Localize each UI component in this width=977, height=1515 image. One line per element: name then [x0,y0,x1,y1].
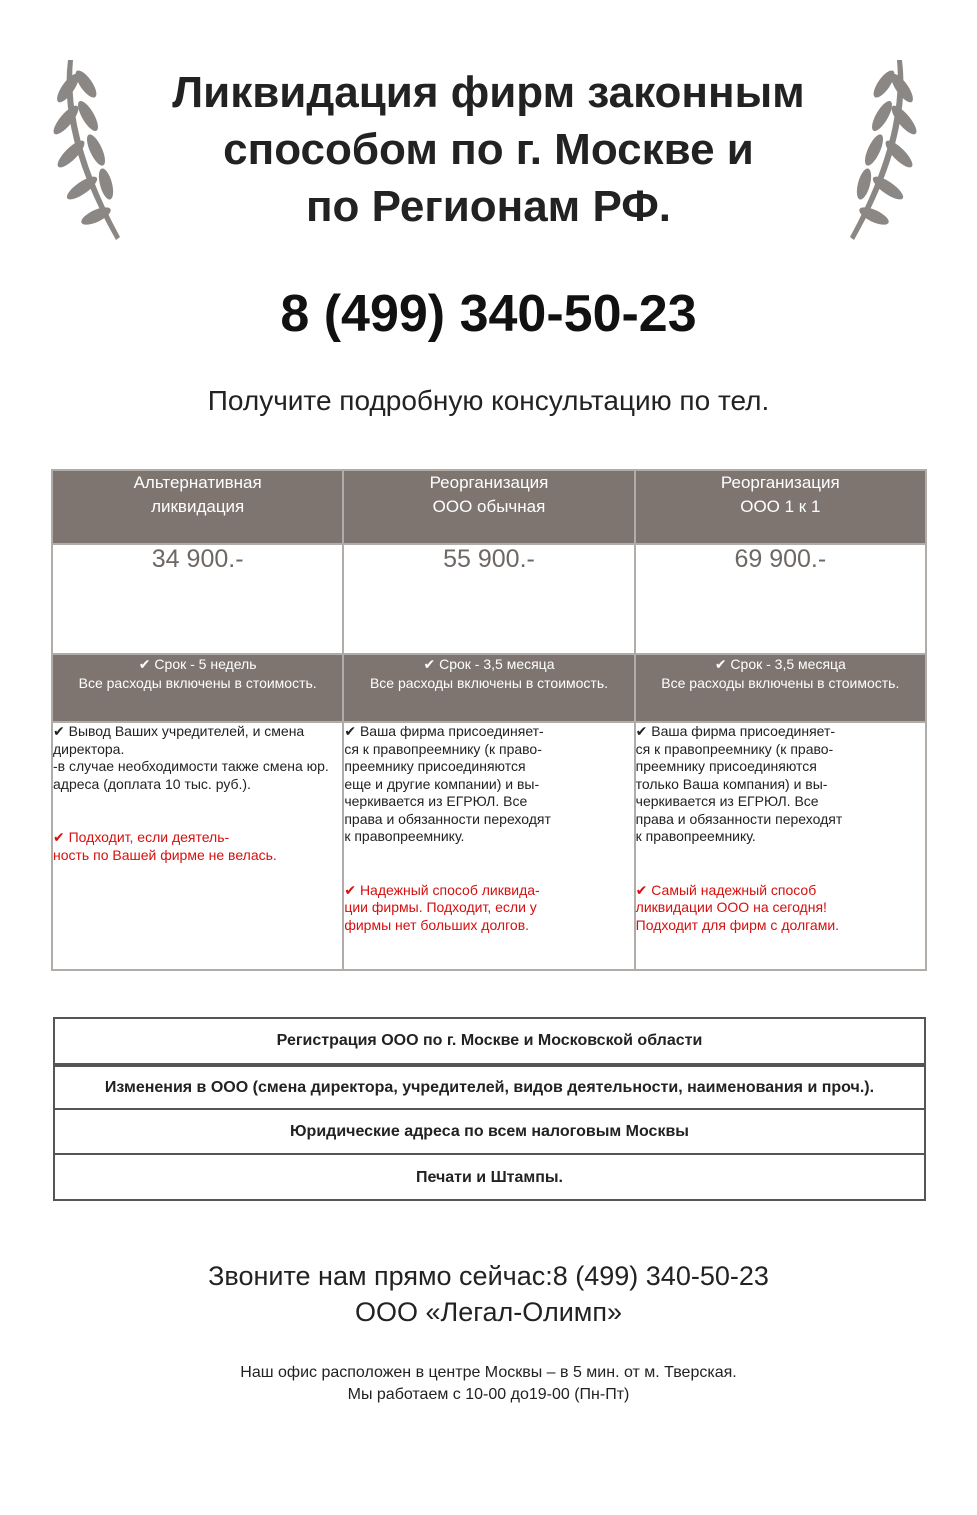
plan-price: 34 900.- [52,544,343,654]
title-line: по Регионам РФ. [305,182,672,232]
plan-description-text: ✔ Ваша фирма присоединяет- ся к правопреемнику (к право- преемнику присоединяются еще и другие компании) и вы- черкивается из ЕГРЮЛ. Все права и обязанности переходят к правопреемнику. [344,723,551,844]
plan-description [52,722,343,970]
plan-term-line: Все расходы включены в стоимость. [78,674,317,691]
plan-term-line: ✔ Срок - 5 недель [138,656,257,672]
company-name: ООО «Легал-Олимп» [354,1297,622,1328]
plans-price-row [52,544,926,654]
office-line: Наш офис расположен в центре Москвы – в 5 мин. от м. Тверская. [240,1364,737,1381]
title-line: способом по г. Москве и [223,125,754,175]
plan-title-line: ООО обычная [432,496,546,516]
plans-desc-row [52,722,926,970]
plan-title-line: Реорганизация [429,473,549,492]
plan-term-line: Все расходы включены в стоимость. [369,674,609,691]
plan-description-text: ✔ Вывод Ваших учредителей, и смена директора. -в случае необходимости также смена юр. адреса (доплата 10 тыс. руб.). [53,723,329,792]
plan-title-line: Реорганизация [720,473,840,492]
call-block [0,1258,977,1331]
plan-description [635,722,926,970]
service-item: Изменения в ООО (смена директора, учредителей, видов деятельности, наименования и проч.). [53,1065,926,1110]
plans-table [51,469,927,971]
plan-term-line: ✔ Срок - 3,5 месяца [423,656,555,672]
plan-description-text: ✔ Ваша фирма присоединяет- ся к правопреемнику (к право- преемнику присоединяются только Ваша компания) и вы- черкивается из ЕГРЮЛ. Все права и обязанности переходят к правопреемнику. [635,723,843,844]
services-list [53,1017,926,1201]
plan-title-line: ООО 1 к 1 [740,496,821,516]
consultation-subtitle: Получите подробную консультацию по тел. [207,385,770,416]
plan-term [343,654,634,722]
plan-note: ✔ Подходит, если деятель- ность по Вашей фирме не велась. [53,829,277,863]
page-title [100,64,877,236]
plan-title [635,470,926,544]
plan-term [52,654,343,722]
plan-title [343,470,634,544]
plan-note: ✔ Самый надежный способ ликвидации ООО на сегодня! Подходит для фирм с долгами. [635,881,840,933]
plan-term-line: ✔ Срок - 3,5 месяца [714,656,846,672]
plans-header-row [52,470,926,544]
plan-term [635,654,926,722]
call-line: Звоните нам прямо сейчас:8 (499) 340-50-23 [208,1261,769,1291]
service-item: Печати и Штампы. [415,1168,563,1186]
office-info [0,1362,977,1407]
plan-title-line: Альтернативная [133,473,262,492]
phone-number[interactable]: 8 (499) 340-50-23 [280,285,697,343]
plans-term-row [52,654,926,722]
plan-description [343,722,634,970]
plan-price: 55 900.- [343,544,634,654]
plan-title-line: ликвидация [151,496,245,516]
service-item: Юридические адреса по всем налоговым Москвы [55,1110,924,1155]
plan-note: ✔ Надежный способ ликвида- ции фирмы. Подходит, если у фирмы нет больших долгов. [344,881,540,933]
office-line: Мы работаем с 10-00 до19-00 (Пн-Пт) [347,1386,630,1404]
plan-price: 69 900.- [635,544,926,654]
title-line: Ликвидация фирм законным [172,68,805,117]
plan-term-line: Все расходы включены в стоимость. [661,674,900,691]
service-item: Регистрация ООО по г. Москве и Московской области [55,1019,924,1065]
plan-title [52,470,343,544]
